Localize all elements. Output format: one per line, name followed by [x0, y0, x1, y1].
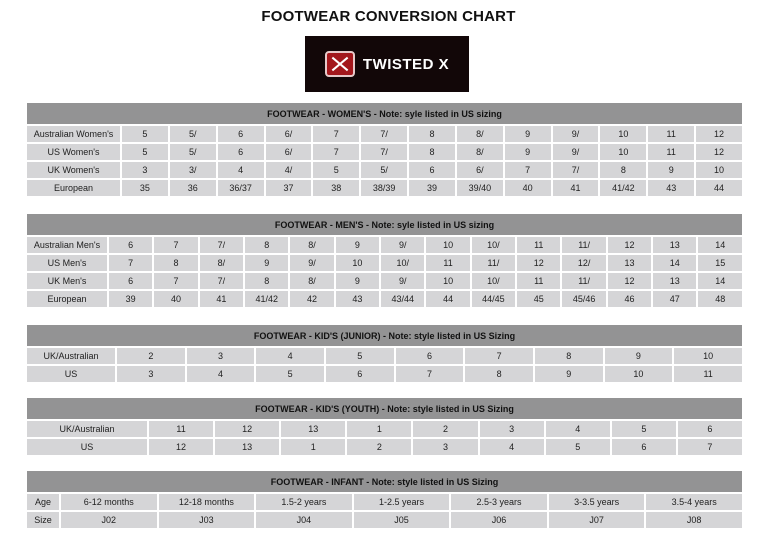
size-cell: 9/ [552, 143, 600, 161]
table-row [26, 179, 743, 197]
size-cell: 7 [312, 125, 360, 143]
size-cell: 5/ [169, 125, 217, 143]
size-cell: 14 [697, 272, 743, 290]
size-cell: 1 [346, 420, 412, 438]
kids-youth-size-table [25, 398, 744, 457]
size-cell: 5 [611, 420, 677, 438]
size-cell: 10/ [471, 272, 516, 290]
size-cell: 7/ [360, 143, 408, 161]
size-cell: 4 [255, 347, 325, 365]
row-label: UK/Australian [26, 420, 148, 438]
table-row [26, 143, 743, 161]
size-cell: 9 [647, 161, 695, 179]
size-cell: 45/46 [561, 290, 606, 308]
size-cell: 10/ [380, 254, 425, 272]
size-cell: 6 [677, 420, 743, 438]
size-cell: 12 [214, 420, 280, 438]
size-cell: 47 [652, 290, 697, 308]
size-cell: J02 [60, 511, 158, 529]
size-cell: J03 [158, 511, 256, 529]
size-cell: 9 [504, 125, 552, 143]
size-cell: 5 [325, 347, 395, 365]
size-cell: 10 [425, 272, 470, 290]
size-cell: 6/ [265, 143, 313, 161]
size-cell: J06 [450, 511, 548, 529]
size-cell: 39 [108, 290, 153, 308]
size-cell: 6/ [265, 125, 313, 143]
size-cell: 11 [673, 365, 743, 383]
size-cell: 35 [121, 179, 169, 197]
size-cell: 7/ [199, 272, 244, 290]
size-cell: 13 [652, 272, 697, 290]
size-cell: 44 [425, 290, 470, 308]
size-cell: 3/ [169, 161, 217, 179]
size-cell: 6-12 months [60, 493, 158, 511]
size-cell: 9 [244, 254, 289, 272]
size-cell: 11 [647, 143, 695, 161]
table-row [26, 511, 743, 529]
page-title: FOOTWEAR CONVERSION CHART [261, 8, 516, 25]
size-cell: 11/ [561, 272, 606, 290]
table-row [26, 272, 743, 290]
size-cell: 7/ [360, 125, 408, 143]
row-label: Age [26, 493, 60, 511]
size-cell: 6 [108, 236, 153, 254]
size-cell: 8/ [289, 272, 334, 290]
size-cell: 8/ [199, 254, 244, 272]
size-cell: 41/42 [244, 290, 289, 308]
size-cell: 4 [217, 161, 265, 179]
size-cell: 3 [116, 365, 186, 383]
size-cell: 11 [647, 125, 695, 143]
size-cell: 41 [552, 179, 600, 197]
size-cell: 3 [412, 438, 478, 456]
row-label: US Men's [26, 254, 108, 272]
table-row [26, 438, 743, 456]
size-cell: 7 [395, 365, 465, 383]
size-cell: 10 [425, 236, 470, 254]
size-cell: 6 [217, 125, 265, 143]
size-cell: 46 [607, 290, 652, 308]
infant-size-table [25, 471, 744, 530]
logo-x-icon [325, 51, 355, 77]
table-row [26, 347, 743, 365]
size-cell: 43 [335, 290, 380, 308]
size-cell: 3 [121, 161, 169, 179]
size-cell: 9/ [380, 236, 425, 254]
kids-junior-size-table [25, 325, 744, 384]
size-cell: 11 [516, 236, 561, 254]
table-row [26, 420, 743, 438]
size-cell: 5 [545, 438, 611, 456]
size-cell: 10 [599, 125, 647, 143]
size-cell: 44 [695, 179, 743, 197]
size-cell: 12 [607, 236, 652, 254]
table-row [26, 254, 743, 272]
size-cell: 11/ [561, 236, 606, 254]
size-cell: 6 [217, 143, 265, 161]
size-cell: 41 [199, 290, 244, 308]
size-cell: 12 [695, 125, 743, 143]
size-cell: 48 [697, 290, 743, 308]
table-header: FOOTWEAR - WOMEN'S - Note: syle listed in US sizing [26, 103, 743, 125]
size-cell: 13 [652, 236, 697, 254]
size-cell: 10 [695, 161, 743, 179]
size-cell: 4 [479, 438, 545, 456]
size-cell: 36/37 [217, 179, 265, 197]
size-cell: 7 [312, 143, 360, 161]
size-cell: 11 [516, 272, 561, 290]
size-cell: 8 [534, 347, 604, 365]
table-header: FOOTWEAR - KID'S (YOUTH) - Note: style listed in US Sizing [26, 398, 743, 420]
size-cell: 44/45 [471, 290, 516, 308]
row-label: European [26, 290, 108, 308]
size-cell: 5 [121, 143, 169, 161]
row-label: Size [26, 511, 60, 529]
size-cell: 9 [335, 236, 380, 254]
size-cell: 3.5-4 years [645, 493, 743, 511]
size-cell: 1-2.5 years [353, 493, 451, 511]
size-cell: 11 [148, 420, 214, 438]
size-cell: 9 [604, 347, 674, 365]
size-cell: 2 [116, 347, 186, 365]
row-label: UK/Australian [26, 347, 116, 365]
size-cell: 14 [697, 236, 743, 254]
size-cell: 41/42 [599, 179, 647, 197]
size-cell: 7/ [552, 161, 600, 179]
size-cell: 8 [464, 365, 534, 383]
row-label: US Women's [26, 143, 121, 161]
size-cell: 43/44 [380, 290, 425, 308]
row-label: European [26, 179, 121, 197]
size-cell: 13 [214, 438, 280, 456]
size-cell: J04 [255, 511, 353, 529]
size-cell: 13 [280, 420, 346, 438]
size-cell: 12-18 months [158, 493, 256, 511]
size-cell: J07 [548, 511, 646, 529]
size-cell: 7/ [199, 236, 244, 254]
size-cell: 5/ [360, 161, 408, 179]
size-cell: 15 [697, 254, 743, 272]
size-cell: 8 [244, 236, 289, 254]
row-label: US [26, 365, 116, 383]
size-cell: 9/ [289, 254, 334, 272]
size-cell: 6 [108, 272, 153, 290]
size-cell: 7 [153, 272, 198, 290]
size-cell: 9 [534, 365, 604, 383]
logo-text: TWISTED X [362, 55, 450, 73]
row-label: UK Women's [26, 161, 121, 179]
size-cell: 14 [652, 254, 697, 272]
size-cell: 8 [408, 125, 456, 143]
size-cell: 8 [244, 272, 289, 290]
size-cell: 38/39 [360, 179, 408, 197]
size-cell: 6 [395, 347, 465, 365]
table-header: FOOTWEAR - KID'S (JUNIOR) - Note: style listed in US Sizing [26, 325, 743, 347]
size-cell: 1.5-2 years [255, 493, 353, 511]
size-cell: 10 [335, 254, 380, 272]
size-cell: 39 [408, 179, 456, 197]
size-cell: 7 [108, 254, 153, 272]
size-cell: 5 [121, 125, 169, 143]
size-cell: 42 [289, 290, 334, 308]
size-cell: 10/ [471, 236, 516, 254]
size-cell: 9/ [380, 272, 425, 290]
size-cell: 5 [312, 161, 360, 179]
size-cell: 9 [504, 143, 552, 161]
mens-size-table [25, 214, 744, 309]
size-cell: 7 [504, 161, 552, 179]
size-cell: 8/ [456, 143, 504, 161]
size-cell: 5 [255, 365, 325, 383]
size-cell: 7 [677, 438, 743, 456]
size-cell: 8/ [289, 236, 334, 254]
size-cell: 39/40 [456, 179, 504, 197]
size-cell: 7 [153, 236, 198, 254]
table-row [26, 493, 743, 511]
size-cell: 2 [346, 438, 412, 456]
size-cell: 10 [673, 347, 743, 365]
size-cell: 40 [504, 179, 552, 197]
size-cell: 6/ [456, 161, 504, 179]
size-cell: 2 [412, 420, 478, 438]
size-cell: 3 [186, 347, 256, 365]
table-row [26, 161, 743, 179]
size-cell: 3-3.5 years [548, 493, 646, 511]
size-cell: 3 [479, 420, 545, 438]
size-cell: 8 [408, 143, 456, 161]
size-cell: 8 [153, 254, 198, 272]
size-cell: 12 [695, 143, 743, 161]
size-cell: 11/ [471, 254, 516, 272]
size-cell: 11 [425, 254, 470, 272]
size-cell: J05 [353, 511, 451, 529]
size-cell: 8/ [456, 125, 504, 143]
size-cell: 12 [516, 254, 561, 272]
size-cell: 12 [607, 272, 652, 290]
table-row [26, 365, 743, 383]
size-cell: 4 [186, 365, 256, 383]
size-cell: 7 [464, 347, 534, 365]
size-cell: 1 [280, 438, 346, 456]
table-row [26, 125, 743, 143]
table-row [26, 290, 743, 308]
size-cell: J08 [645, 511, 743, 529]
size-cell: 8 [599, 161, 647, 179]
size-cell: 37 [265, 179, 313, 197]
size-cell: 6 [325, 365, 395, 383]
table-row [26, 236, 743, 254]
size-cell: 36 [169, 179, 217, 197]
size-cell: 4/ [265, 161, 313, 179]
size-cell: 12 [148, 438, 214, 456]
table-header: FOOTWEAR - MEN'S - Note: syle listed in US sizing [26, 214, 743, 236]
size-cell: 10 [604, 365, 674, 383]
size-cell: 43 [647, 179, 695, 197]
size-cell: 13 [607, 254, 652, 272]
size-cell: 40 [153, 290, 198, 308]
size-cell: 5/ [169, 143, 217, 161]
size-cell: 6 [408, 161, 456, 179]
table-header: FOOTWEAR - INFANT - Note: style listed in US Sizing [26, 471, 743, 493]
size-cell: 4 [545, 420, 611, 438]
size-cell: 2.5-3 years [450, 493, 548, 511]
row-label: UK Men's [26, 272, 108, 290]
size-cell: 6 [611, 438, 677, 456]
size-cell: 12/ [561, 254, 606, 272]
size-cell: 45 [516, 290, 561, 308]
size-cell: 9 [335, 272, 380, 290]
size-cell: 38 [312, 179, 360, 197]
row-label: Australian Women's [26, 125, 121, 143]
twisted-x-logo [305, 36, 469, 92]
size-cell: 10 [599, 143, 647, 161]
row-label: Australian Men's [26, 236, 108, 254]
row-label: US [26, 438, 148, 456]
size-cell: 9/ [552, 125, 600, 143]
womens-size-table [25, 103, 744, 198]
